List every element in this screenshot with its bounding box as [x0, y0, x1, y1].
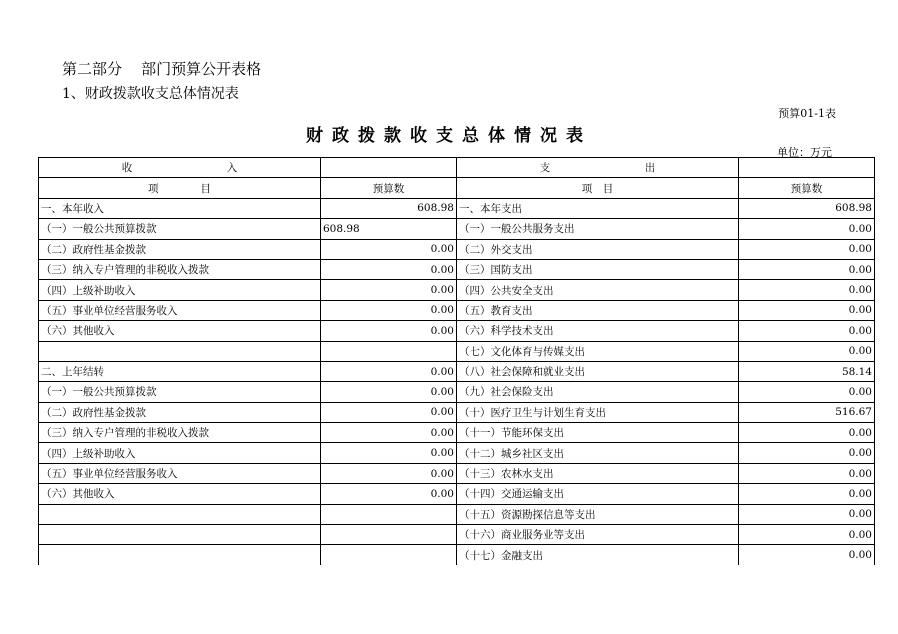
expense-item-cell: （六）科学技术支出 [457, 321, 739, 341]
income-amount-cell: 0.00 [321, 239, 457, 259]
income-amount-cell: 608.98 [321, 219, 457, 239]
income-amount-cell: 0.00 [321, 423, 457, 443]
expense-item-cell: （四）公共安全支出 [457, 280, 739, 300]
income-amount-cell [321, 545, 457, 565]
table-row [39, 341, 875, 361]
income-item-cell: （五）事业单位经营服务收入 [39, 463, 321, 483]
expense-amount-cell: 0.00 [739, 443, 875, 463]
income-amount-cell: 0.00 [321, 280, 457, 300]
table-row [39, 423, 875, 443]
expense-amount-cell: 0.00 [739, 423, 875, 443]
table-row [39, 402, 875, 422]
income-amount-cell: 0.00 [321, 443, 457, 463]
expense-amount-cell: 608.98 [739, 198, 875, 218]
table-row [39, 545, 875, 565]
expense-amount-cell: 58.14 [739, 361, 875, 381]
expense-item-cell: （七）文化体育与传媒支出 [457, 341, 739, 361]
main-title: 财政拨款收支总体情况表 [306, 126, 592, 146]
income-header-spacer [321, 158, 457, 178]
expense-amount-cell: 0.00 [739, 219, 875, 239]
expense-item-cell: （十）医疗卫生与计划生育支出 [457, 402, 739, 422]
table-row [39, 382, 875, 402]
table-row [39, 300, 875, 320]
income-item-cell: （四）上级补助收入 [39, 280, 321, 300]
part-title: 第二部分 部门预算公开表格 [62, 60, 262, 78]
income-item-cell [39, 504, 321, 524]
section-title: 1、财政拨款收支总体情况表 [62, 86, 239, 102]
table-row [39, 259, 875, 279]
expense-item-cell: （八）社会保障和就业支出 [457, 361, 739, 381]
table-code: 预算01-1表 [778, 107, 836, 120]
unit-label: 单位：万元 [777, 146, 832, 159]
income-item-cell: （四）上级补助收入 [39, 443, 321, 463]
income-amount-header: 预算数 [321, 178, 457, 198]
table-row [39, 443, 875, 463]
expense-item-cell: 一、本年支出 [457, 198, 739, 218]
table-row [39, 219, 875, 239]
income-item-cell [39, 545, 321, 565]
income-item-cell: （一）一般公共预算拨款 [39, 219, 321, 239]
income-item-cell: （二）政府性基金拨款 [39, 402, 321, 422]
table-subheader-row [39, 178, 875, 198]
table-row [39, 239, 875, 259]
table-row [39, 525, 875, 545]
expense-item-cell: （十一）节能环保支出 [457, 423, 739, 443]
expense-item-cell: （十四）交通运输支出 [457, 484, 739, 504]
table-row [39, 463, 875, 483]
expense-item-cell: （一）一般公共服务支出 [457, 219, 739, 239]
table-row [39, 280, 875, 300]
budget-table [38, 157, 875, 565]
income-item-cell: （二）政府性基金拨款 [39, 239, 321, 259]
income-amount-cell: 0.00 [321, 321, 457, 341]
expense-header-spacer [739, 158, 875, 178]
income-item-cell: （五）事业单位经营服务收入 [39, 300, 321, 320]
income-item-cell: （一）一般公共预算拨款 [39, 382, 321, 402]
expense-amount-cell: 0.00 [739, 484, 875, 504]
income-amount-cell: 0.00 [321, 484, 457, 504]
expense-item-cell: （三）国防支出 [457, 259, 739, 279]
income-amount-cell: 0.00 [321, 300, 457, 320]
table-row [39, 198, 875, 218]
income-amount-cell: 0.00 [321, 463, 457, 483]
income-amount-cell: 0.00 [321, 361, 457, 381]
expense-amount-cell: 0.00 [739, 321, 875, 341]
expense-amount-cell: 0.00 [739, 463, 875, 483]
expense-amount-cell: 0.00 [739, 239, 875, 259]
income-item-cell: 一、本年收入 [39, 198, 321, 218]
table-row [39, 321, 875, 341]
income-item-cell: （六）其他收入 [39, 484, 321, 504]
expense-amount-cell: 0.00 [739, 525, 875, 545]
expense-item-cell: （五）教育支出 [457, 300, 739, 320]
expense-amount-cell: 0.00 [739, 300, 875, 320]
income-item-cell: 二、上年结转 [39, 361, 321, 381]
income-item-header: 项 目 [39, 178, 321, 198]
expense-item-cell: （二）外交支出 [457, 239, 739, 259]
income-amount-cell: 0.00 [321, 402, 457, 422]
expense-amount-cell: 0.00 [739, 341, 875, 361]
income-amount-cell: 608.98 [321, 198, 457, 218]
expense-amount-cell: 0.00 [739, 504, 875, 524]
expense-amount-cell: 0.00 [739, 259, 875, 279]
income-item-cell: （三）纳入专户管理的非税收入拨款 [39, 423, 321, 443]
table-header-row [39, 158, 875, 178]
expense-item-cell: （十三）农林水支出 [457, 463, 739, 483]
income-header: 收 入 [39, 158, 321, 178]
expense-header: 支 出 [457, 158, 739, 178]
expense-item-cell: （十六）商业服务业等支出 [457, 525, 739, 545]
expense-amount-header: 预算数 [739, 178, 875, 198]
income-amount-cell [321, 341, 457, 361]
expense-amount-cell: 516.67 [739, 402, 875, 422]
table-row [39, 361, 875, 381]
table-row [39, 484, 875, 504]
table-row [39, 504, 875, 524]
expense-amount-cell: 0.00 [739, 382, 875, 402]
income-amount-cell: 0.00 [321, 382, 457, 402]
expense-amount-cell: 0.00 [739, 545, 875, 565]
income-amount-cell [321, 504, 457, 524]
income-amount-cell [321, 525, 457, 545]
expense-item-cell: （十五）资源勘探信息等支出 [457, 504, 739, 524]
expense-item-cell: （十二）城乡社区支出 [457, 443, 739, 463]
expense-item-header: 项 目 [457, 178, 739, 198]
income-item-cell [39, 525, 321, 545]
expense-amount-cell: 0.00 [739, 280, 875, 300]
income-amount-cell: 0.00 [321, 259, 457, 279]
income-item-cell [39, 341, 321, 361]
income-item-cell: （三）纳入专户管理的非税收入拨款 [39, 259, 321, 279]
expense-item-cell: （十七）金融支出 [457, 545, 739, 565]
expense-item-cell: （九）社会保险支出 [457, 382, 739, 402]
income-item-cell: （六）其他收入 [39, 321, 321, 341]
